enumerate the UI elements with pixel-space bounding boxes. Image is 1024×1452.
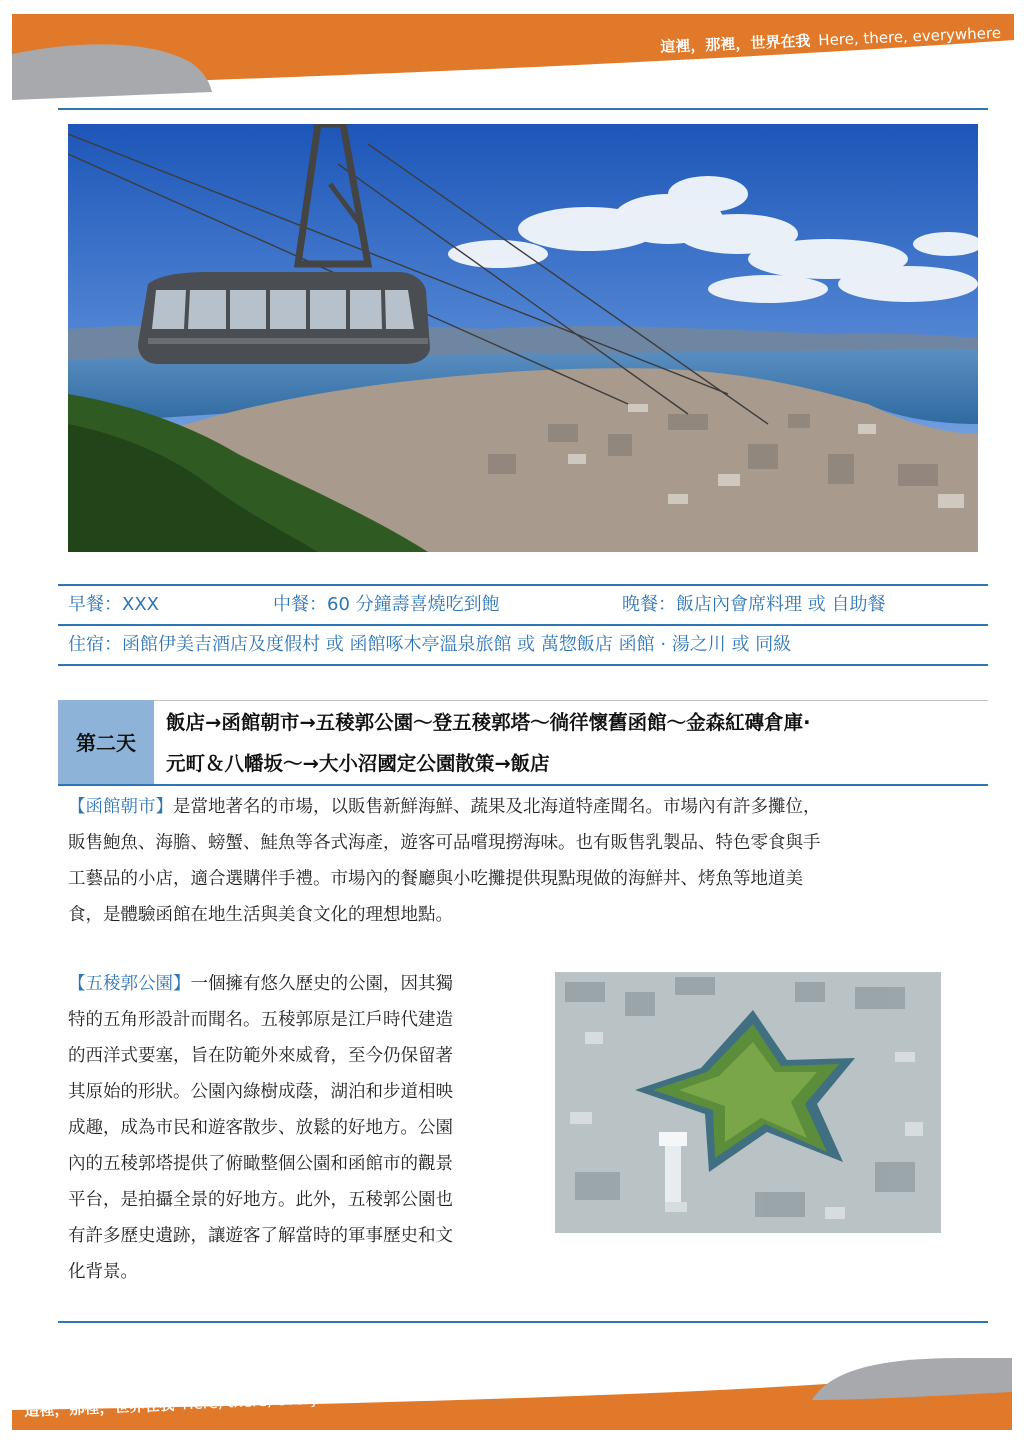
header-divider xyxy=(58,108,988,110)
paragraph-line: 工藝品的小店，適合選購伴手禮。市場內的餐廳與小吃攤提供現點現做的海鮮丼、烤魚等地道美 xyxy=(68,869,803,889)
day-header xyxy=(58,700,988,786)
header-slogan-en: Here, there, everywhere xyxy=(817,23,1002,50)
paragraph-line: 特的五角形設計而聞名。五稜郭原是江戶時代建造 xyxy=(68,1010,453,1030)
paragraph-line: 有許多歷史遺跡，讓遊客了解當時的軍事歷史和文 xyxy=(68,1226,453,1246)
day-title-line-1: 飯店→函館朝市→五稜郭公園～登五稜郭塔～徜徉懷舊函館～金森紅磚倉庫· xyxy=(166,711,811,734)
dinner: 晚餐：飯店內會席料理 或 自助餐 xyxy=(622,594,886,615)
footer-banner xyxy=(0,1340,1024,1448)
paragraph-line: 其原始的形狀。公園內綠樹成蔭，湖泊和步道相映 xyxy=(68,1082,453,1102)
footer-slogan-zh: 這裡，那裡，世界在我 xyxy=(24,1395,175,1420)
footer-slogan-en: Here, there, everywhere xyxy=(181,1387,366,1414)
header-banner xyxy=(0,0,1024,110)
section-heading: 【五稜郭公園】 xyxy=(68,974,191,994)
paragraph-line: 的西洋式要塞，旨在防範外來威脅，至今仍保留著 xyxy=(68,1046,453,1066)
paragraph-line: 平台，是拍攝全景的好地方。此外，五稜郭公園也 xyxy=(68,1190,453,1210)
paragraph-line: 是當地著名的市場，以販售新鮮海鮮、蔬果及北海道特產聞名。市場內有許多攤位， xyxy=(173,797,821,817)
paragraph-line: 販售鮑魚、海膽、螃蟹、鮭魚等各式海產，遊客可品嚐現撈海味。也有販售乳製品、特色零食與手 xyxy=(68,833,821,853)
day-header-bottom-line xyxy=(58,784,988,786)
section-morning-market xyxy=(68,789,978,933)
lodging: 住宿：函館伊美吉酒店及度假村 或 函館啄木亭溫泉旅館 或 萬惣飯店 函館 · 湯之川 或 同級 xyxy=(68,634,792,655)
paragraph-line: 化背景。 xyxy=(68,1262,138,1282)
goryokaku-photo xyxy=(555,972,941,1233)
day-title-line-2: 元町＆八幡坂～→大小沼國定公園散策→飯店 xyxy=(166,752,550,775)
lunch: 中餐：60 分鐘壽喜燒吃到飽 xyxy=(273,594,500,615)
section-heading: 【函館朝市】 xyxy=(68,797,173,817)
footer-divider xyxy=(58,1321,988,1323)
paragraph-line: 食，是體驗函館在地生活與美食文化的理想地點。 xyxy=(68,905,453,925)
header-swoosh xyxy=(0,0,1024,110)
ropeway-photo xyxy=(68,124,978,552)
lodging-row xyxy=(58,626,988,666)
paragraph-line: 內的五稜郭塔提供了俯瞰整個公園和函館市的觀景 xyxy=(68,1154,453,1174)
paragraph-line: 一個擁有悠久歷史的公園，因其獨 xyxy=(190,974,453,994)
header-slogan-zh: 這裡，那裡，世界在我 xyxy=(660,31,811,56)
breakfast: 早餐：XXX xyxy=(68,594,159,615)
meals-row xyxy=(58,586,988,626)
section-goryokaku xyxy=(68,966,538,1290)
day-itinerary-title xyxy=(166,700,988,788)
paragraph-line: 成趣，成為市民和遊客散步、放鬆的好地方。公園 xyxy=(68,1118,453,1138)
day-label: 第二天 xyxy=(58,700,154,786)
